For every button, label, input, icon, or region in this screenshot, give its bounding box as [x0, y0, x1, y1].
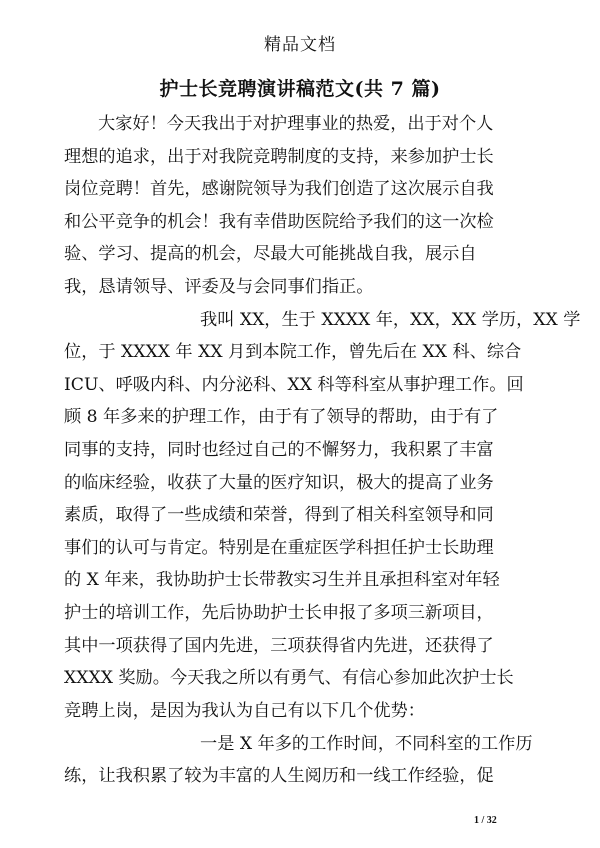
- body-line: 顾 8 年多来的护理工作，由于有了领导的帮助，由于有了: [64, 407, 499, 427]
- body-line: 竞聘上岗，是因为我认为自己有以下几个优势：: [64, 701, 425, 721]
- body-line: 练，让我积累了较为丰富的人生阅历和一线工作经验，促: [64, 766, 494, 786]
- body-line: 其中一项获得了国内先进，三项获得省内先进，还获得了: [64, 636, 494, 656]
- body-line: 护士的培训工作，先后协助护士长申报了多项三新项目，: [64, 603, 494, 623]
- body-line: 理想的追求，出于对我院竞聘制度的支持，来参加护士长: [64, 147, 494, 167]
- document-title: 护士长竞聘演讲稿范文(共 7 篇): [159, 78, 441, 100]
- body-line: 的 X 年来，我协助护士长带教实习生并且承担科室对年轻: [64, 570, 500, 590]
- body-line: 一是 X 年多的工作时间，不同科室的工作历: [200, 734, 533, 754]
- body-line: 大家好！今天我出于对护理事业的热爱，出于对个人: [98, 114, 494, 134]
- body-line: 我叫 XX，生于 XXXX 年，XX，XX 学历，XX 学: [200, 310, 581, 330]
- body-line: XXXX 奖励。今天我之所以有勇气、有信心参加此次护士长: [64, 668, 514, 688]
- body-line: 的临床经验，收获了大量的医疗知识，极大的提高了业务: [64, 473, 494, 493]
- body-line: 验、学习、提高的机会，尽最大可能挑战自我，展示自: [64, 244, 477, 264]
- body-line: 位，于 XXXX 年 XX 月到本院工作，曾先后在 XX 科、综合: [64, 342, 522, 362]
- page-number: 1 / 32: [474, 815, 497, 826]
- body-line: 同事的支持，同时也经过自己的不懈努力，我积累了丰富: [64, 440, 494, 460]
- body-line: 素质，取得了一些成绩和荣誉，得到了相关科室领导和同: [64, 505, 494, 525]
- body-line: 事们的认可与肯定。特别是在重症医学科担任护士长助理: [64, 538, 494, 558]
- body-line: 岗位竞聘！首先，感谢院领导为我们创造了这次展示自我: [64, 179, 494, 199]
- body-line: 我，恳请领导、评委及与会同事们指正。: [64, 277, 374, 297]
- page-header: 精品文档: [264, 35, 336, 55]
- body-line: ICU、呼吸内科、内分泌科、XX 科等科室从事护理工作。回: [64, 375, 524, 395]
- body-line: 和公平竞争的机会！我有幸借助医院给予我们的这一次检: [64, 212, 494, 232]
